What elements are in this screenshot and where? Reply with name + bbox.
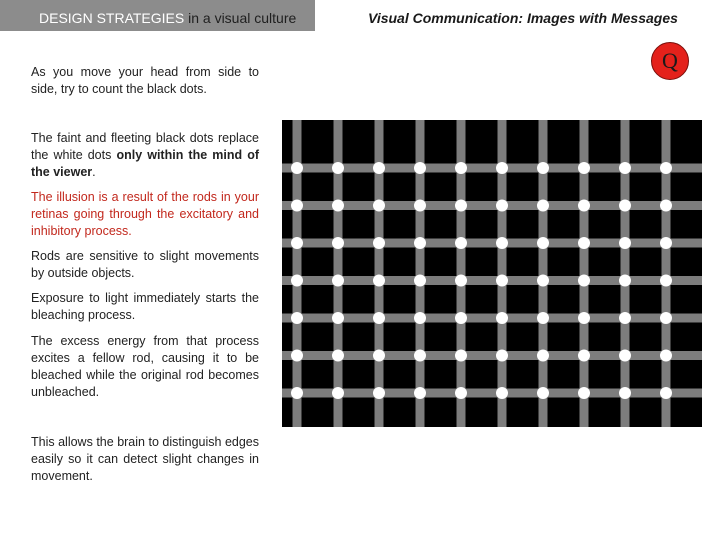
grid-white-dot xyxy=(578,312,590,324)
grid-white-dot xyxy=(373,162,385,174)
grid-white-dot xyxy=(578,350,590,362)
grid-white-dot xyxy=(455,275,467,287)
grid-white-dot xyxy=(291,350,303,362)
grid-white-dot xyxy=(332,162,344,174)
grid-white-dot xyxy=(496,312,508,324)
grid-white-dot xyxy=(291,275,303,287)
paragraph-rods-sensitive: Rods are sensitive to slight movements by outside objects. xyxy=(31,249,259,280)
grid-white-dot xyxy=(660,387,672,399)
header-main-text: DESIGN STRATEGIES xyxy=(39,10,185,26)
grid-white-dot xyxy=(578,387,590,399)
paragraph-illusion-cause: The illusion is a result of the rods in your retinas going through the excitatory and inhibitory process. xyxy=(31,190,259,238)
grid-white-dot xyxy=(660,162,672,174)
grid-white-dot xyxy=(291,387,303,399)
grid-white-dot xyxy=(619,275,631,287)
grid-white-dot xyxy=(414,162,426,174)
paragraph-instruction: As you move your head from side to side, try to count the black dots. xyxy=(31,65,259,96)
grid-horizontal-line xyxy=(282,389,702,398)
grid-horizontal-line xyxy=(282,276,702,285)
grid-horizontal-line xyxy=(282,164,702,173)
grid-white-dot xyxy=(414,200,426,212)
grid-white-dot xyxy=(455,237,467,249)
grid-white-dot xyxy=(373,237,385,249)
grid-white-dot xyxy=(619,237,631,249)
grid-white-dot xyxy=(332,312,344,324)
grid-white-dot xyxy=(496,350,508,362)
grid-white-dot xyxy=(578,162,590,174)
grid-white-dot xyxy=(373,312,385,324)
q-badge-icon[interactable] xyxy=(651,42,689,80)
grid-white-dot xyxy=(291,200,303,212)
grid-white-dot xyxy=(455,162,467,174)
grid-white-dot xyxy=(537,162,549,174)
grid-white-dot xyxy=(332,200,344,212)
grid-white-dot xyxy=(578,275,590,287)
grid-white-dot xyxy=(496,200,508,212)
grid-white-dot xyxy=(496,387,508,399)
p2-start: The faint and fleeting black dots replace the white dots xyxy=(31,131,259,162)
grid-white-dot xyxy=(660,350,672,362)
grid-white-dot xyxy=(373,387,385,399)
grid-white-dot xyxy=(332,237,344,249)
grid-white-dot xyxy=(332,350,344,362)
grid-white-dot xyxy=(332,275,344,287)
grid-white-dot xyxy=(578,237,590,249)
grid-white-dot xyxy=(496,162,508,174)
grid-white-dot xyxy=(619,312,631,324)
grid-white-dot xyxy=(291,237,303,249)
grid-white-dot xyxy=(537,387,549,399)
grid-white-dot xyxy=(619,387,631,399)
grid-white-dot xyxy=(537,350,549,362)
grid-white-dot xyxy=(660,200,672,212)
grid-horizontal-line xyxy=(282,239,702,248)
grid-white-dot xyxy=(578,200,590,212)
grid-horizontal-line xyxy=(282,201,702,210)
grid-white-dot xyxy=(414,275,426,287)
p2-bold: only within the mind of the viewer xyxy=(31,148,259,179)
grid-white-dot xyxy=(537,275,549,287)
grid-white-dot xyxy=(291,162,303,174)
paragraph-faint-dots xyxy=(31,130,259,181)
grid-white-dot xyxy=(373,350,385,362)
grid-white-dot xyxy=(619,200,631,212)
grid-white-dot xyxy=(291,312,303,324)
grid-white-dot xyxy=(619,162,631,174)
grid-white-dot xyxy=(537,237,549,249)
grid-white-dot xyxy=(496,275,508,287)
paragraph-edges: This allows the brain to distinguish edges easily so it can detect slight changes in movement. xyxy=(31,435,259,483)
grid-white-dot xyxy=(537,200,549,212)
scintillating-grid-image xyxy=(282,120,702,427)
grid-white-dot xyxy=(455,200,467,212)
header-sub-text: in a visual culture xyxy=(184,10,297,26)
paragraph-exposure: Exposure to light immediately starts the bleaching process. xyxy=(31,291,259,322)
grid-white-dot xyxy=(660,237,672,249)
grid-white-dot xyxy=(414,237,426,249)
grid-white-dot xyxy=(455,350,467,362)
grid-white-dot xyxy=(660,312,672,324)
grid-horizontal-line xyxy=(282,351,702,360)
grid-white-dot xyxy=(496,237,508,249)
p2-end: . xyxy=(92,165,96,179)
grid-white-dot xyxy=(414,312,426,324)
grid-white-dot xyxy=(332,387,344,399)
paragraph-excess-energy: The excess energy from that process excites a fellow rod, causing it to be bleached while the original rod becomes unbleached. xyxy=(31,334,259,399)
grid-white-dot xyxy=(373,275,385,287)
badge-letter: Q xyxy=(662,48,678,73)
grid-white-dot xyxy=(660,275,672,287)
grid-white-dot xyxy=(455,312,467,324)
grid-white-dot xyxy=(414,387,426,399)
grid-white-dot xyxy=(619,350,631,362)
grid-white-dot xyxy=(414,350,426,362)
grid-white-dot xyxy=(537,312,549,324)
grid-white-dot xyxy=(373,200,385,212)
grid-white-dot xyxy=(455,387,467,399)
header-left-title xyxy=(39,10,296,26)
slide-title: Visual Communication: Images with Messages xyxy=(368,10,678,26)
grid-horizontal-line xyxy=(282,314,702,323)
